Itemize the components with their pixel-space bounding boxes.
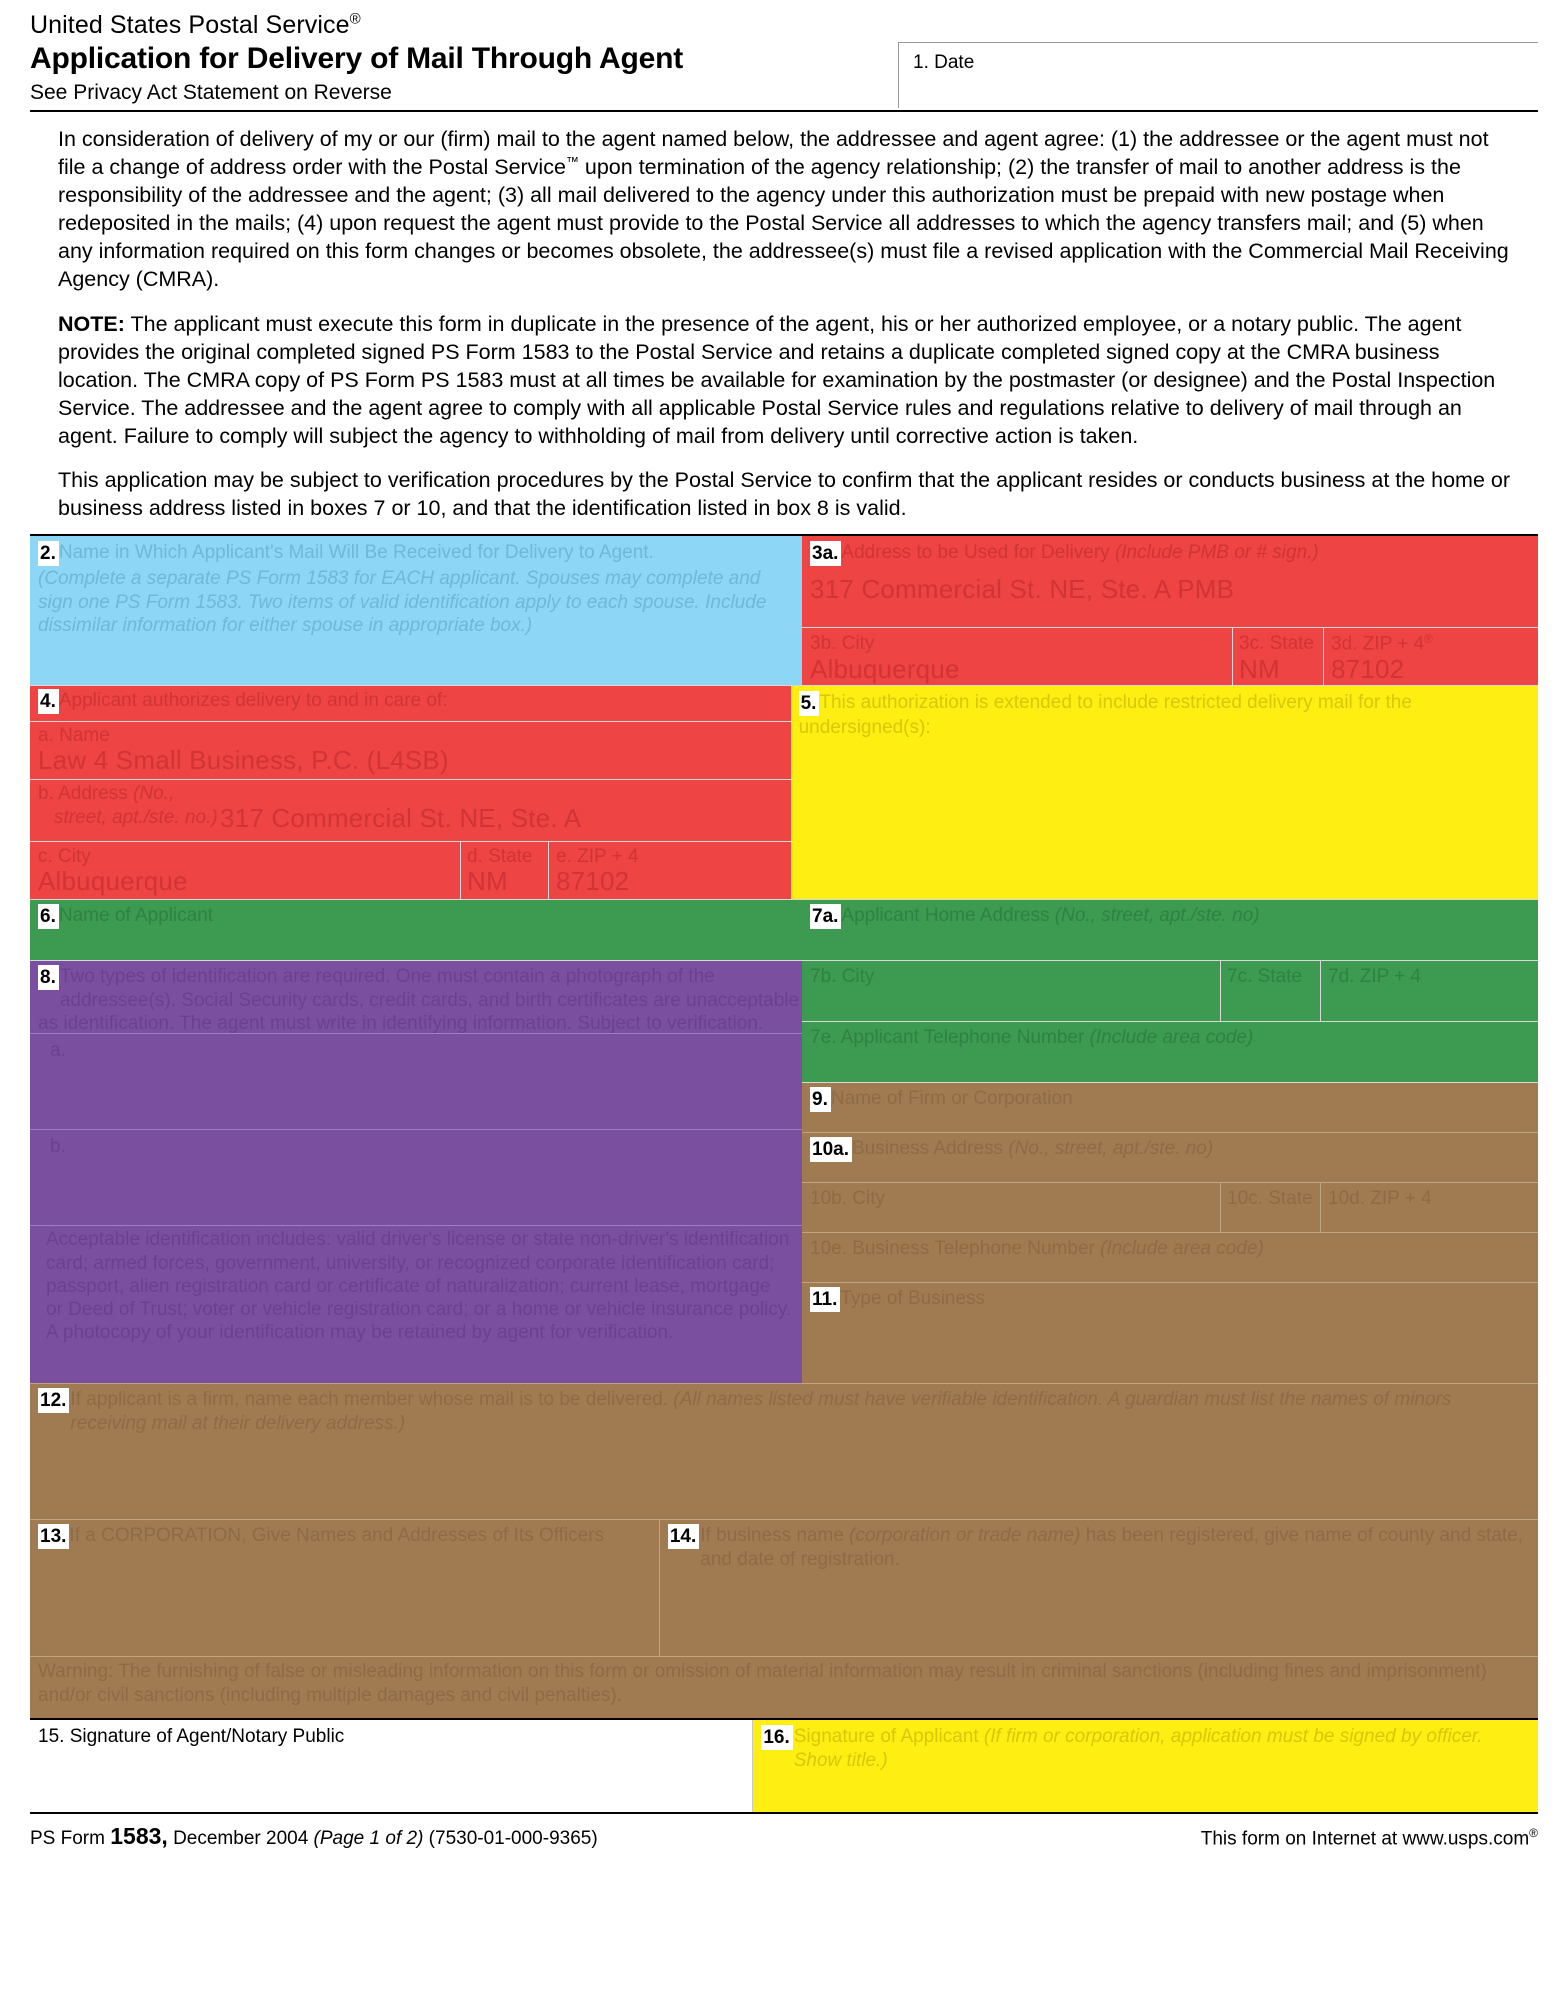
field-8-number: 8. [38,965,59,990]
field-10d-zip[interactable] [1320,1183,1538,1233]
grid-row-4-5 [30,686,1538,900]
grid-row-2-3 [30,536,1538,686]
note-text: The applicant must execute this form in duplicate in the presence of the agent, his or her authorized employee, or a notary public. The agent provides the original completed signed PS Form 1583 to the Postal Service and retains a duplicate completed signed copy at the CMRA business location. The CMRA copy of PS Form PS 1583 must at all times be available for examination by the postmaster (or designee) and the Postal Inspection Service. The addressee and the agent agree to comply with all applicable Postal Service rules and regulations relative to delivery of mail through an agent. Failure to comply will subject the agency to withholding of mail from delivery until corrective action is taken. [58,311,1496,448]
field-4c-label: c. City [38,846,91,868]
field-3d-zip[interactable] [1323,628,1538,686]
field-3b-city[interactable] [802,628,1232,686]
grid-row-7bcd [802,961,1538,1022]
field-4e-value[interactable]: 87102 [556,866,630,897]
field-7e-label: 7e. Applicant Telephone Number [810,1027,1090,1049]
field-7a-label: Applicant Home Address [841,905,1055,927]
field-10a-number: 10a. [810,1137,852,1162]
field-6-label: Name of Applicant [58,905,214,927]
field-1-date-label: 1. Date [913,52,975,73]
field-7b-city[interactable] [802,961,1220,1022]
field-14-label-after: has been registered, give name of county and state, and date of registration. [700,1525,1524,1570]
footer-left [30,1823,598,1850]
grid-row-4cde [30,842,791,900]
form-footer [30,1812,1538,1850]
field-11-number: 11. [810,1287,840,1312]
field-10c-label: 10c. State [1227,1188,1313,1210]
field-14-number: 14. [668,1524,699,1549]
field-4c-city[interactable] [30,842,460,900]
group-3-delivery-address [802,536,1538,686]
footer-form-number: 1583, [110,1823,168,1850]
agency-name [30,0,1538,41]
field-4b-label-italic: (No., [133,783,175,805]
field-4b-label: b. Address [38,783,134,805]
field-3c-state[interactable] [1232,628,1323,686]
grid-row-6-7a [30,900,1538,961]
field-3c-label: 3c. State [1239,633,1314,655]
field-2-label-italic: (Complete a separate PS Form 1583 for EACH applicant. Spouses may complete and sign one PS Form 1583. Two items of valid identification apply to each spouse. Include dissimilar information for either spouse in appropriate box.) [38,568,767,636]
field-4b-label-italic-2: street, apt./ste. no.) [54,807,218,829]
field-10b-city[interactable] [802,1183,1220,1233]
field-8-footnote-text: Acceptable identification includes: valid driver's license or state non-driver's identification card; armed forces, government, university, or recognized corporate identification card; passport, alien registration card or certificate of naturalization; current lease, mortgage or Deed of Trust; voter or vehicle registration card; or a home or vehicle insurance policy. A photocopy of your identification may be retained by agent for verification. [46,1229,792,1344]
field-16-number: 16. [761,1725,792,1750]
field-4a-name[interactable] [30,722,791,780]
field-8b-label: b. [50,1136,66,1158]
form-header [30,0,1538,112]
field-8a-id[interactable] [30,1034,802,1130]
field-7a-home-address[interactable] [802,900,1538,961]
footer-date: December 2004 [167,1828,314,1850]
field-13-number: 13. [38,1524,69,1549]
page-subtitle: See Privacy Act Statement on Reverse [30,80,392,104]
agency-name-text: United States Postal Service [30,11,350,39]
field-10e-label: 10e. Business Telephone Number [810,1238,1101,1260]
field-12-label-italic: (All names listed must have verifiable identification. A guardian must list the names of minors receiving mail at their delivery address.) [70,1389,1452,1434]
intro-p1-part1: In consideration of delivery of my or our (firm) mail to the agent named below, the addressee and agent agree: (1) the addressee or the agent must not file a change of address order with the Postal Service [58,127,1489,180]
field-2-applicant-mail-name[interactable] [30,536,802,686]
field-11-type-of-business[interactable] [802,1283,1538,1383]
footer-right [1201,1826,1538,1850]
intro-paragraph-3: This application may be subject to verification procedures by the Postal Service to confirm that the applicant resides or conducts business at the home or business address listed in boxes 7 or 10, and that the identification listed in box 8 is valid. [58,468,1511,521]
field-3c-value[interactable]: NM [1239,654,1280,685]
grid-row-15-16 [30,1720,1538,1812]
group-4-care-of [30,686,791,900]
field-9-number: 9. [810,1087,831,1112]
footer-registered-icon: ® [1529,1826,1538,1841]
field-7c-label: 7c. State [1227,966,1302,988]
field-1-date[interactable] [898,42,1538,108]
footer-page-number: (Page 1 of 2) [313,1828,424,1850]
warning-text [30,1657,1538,1720]
field-7b-label: 7b. City [810,966,875,988]
field-8-identification[interactable] [30,961,802,1383]
field-10e-label-italic: (Include area code) [1100,1238,1264,1260]
page-title: Application for Delivery of Mail Through Agent [30,42,684,76]
field-5-restricted-delivery[interactable] [791,686,1538,900]
field-3a-value[interactable]: 317 Commercial St. NE, Ste. A PMB [810,574,1235,605]
field-8-header [30,961,802,1034]
field-4b-value[interactable]: 317 Commercial St. NE, Ste. A [220,803,582,834]
field-10a-label: Business Address [851,1138,1009,1160]
field-7e-label-italic: (Include area code) [1089,1027,1254,1049]
field-3a-label: Address to be Used for Delivery [841,542,1115,564]
intro-p1-part2: upon termination of the agency relationship; (2) the transfer of mail to another address is the responsibility of the addressee and the agent; (3) all mail delivered to the agency under this authorization must be prepaid with new postage when redeposited in the mails; (4) upon request the agent must provide to the Postal Service all addresses to which the agency transfers mail; and (5) when any information required on this form changes or becomes obsolete, the addressee(s) must file a revised application with the Commercial Mail Receiving Agency (CMRA). [58,155,1509,291]
field-4d-state[interactable] [460,842,548,900]
field-14-label: If business name [700,1525,850,1547]
field-3b-label: 3b. City [810,633,875,655]
field-10d-label: 10d. ZIP + 4 [1328,1188,1432,1210]
field-11-label: Type of Business [840,1288,986,1310]
field-16-applicant-signature[interactable] [752,1720,1538,1812]
field-3d-label: 3d. ZIP + 4 [1331,633,1425,655]
field-15-agent-signature[interactable] [30,1720,752,1812]
intro-note-paragraph [58,311,1510,451]
note-label: NOTE: [58,311,125,336]
field-3d-registered-icon: ® [1424,632,1433,647]
field-7a-label-italic: (No., street, apt./ste. no) [1054,905,1260,927]
field-6-number: 6. [38,904,59,929]
registered-mark-icon: ® [349,10,361,28]
field-5-label: This authorization is extended to include restricted delivery mail for the undersigned(s): [798,692,1412,739]
field-8-footnote [30,1226,802,1361]
field-2-label: Name in Which Applicant's Mail Will Be Received for Delivery to Agent. [58,542,654,564]
trademark-mark-icon: ™ [565,153,579,169]
field-8a-label: a. [50,1040,66,1062]
field-4-label: Applicant authorizes delivery to and in care of: [58,690,448,712]
grid-row-13-14 [30,1520,1538,1657]
field-3a-number: 3a. [810,541,841,566]
field-16-label: Signature of Applicant [793,1726,984,1748]
group-right-stack [802,961,1538,1383]
field-4d-value[interactable]: NM [467,866,508,897]
field-14-registered-business-name[interactable] [659,1520,1538,1657]
grid-row-3bcd [802,628,1538,686]
footer-ps-form-label: PS Form [30,1828,111,1850]
field-7d-label: 7d. ZIP + 4 [1328,966,1422,988]
field-10c-state[interactable] [1220,1183,1320,1233]
field-2-number: 2. [38,541,59,566]
footer-internet-text: This form on Internet at www.usps.com [1200,1828,1530,1850]
field-13-corporation-officers[interactable] [30,1520,659,1657]
field-3b-value[interactable]: Albuquerque [810,654,960,685]
field-3d-value[interactable]: 87102 [1331,654,1405,685]
grid-row-10bcd [802,1183,1538,1233]
field-4a-label: a. Name [38,725,110,747]
field-7c-state[interactable] [1220,961,1320,1022]
field-14-label-italic: (corporation or trade name) [849,1525,1081,1547]
field-10b-label: 10b. City [810,1188,885,1210]
field-10e-business-telephone[interactable] [802,1233,1538,1283]
field-4e-zip[interactable] [548,842,791,900]
field-10a-business-address[interactable] [802,1133,1538,1183]
field-9-firm-name[interactable] [802,1083,1538,1133]
field-5-number: 5. [799,691,820,716]
field-7d-zip[interactable] [1320,961,1538,1022]
footer-stock-number: (7530-01-000-9365) [423,1828,598,1850]
warning-text-content: Warning: The furnishing of false or misleading information on this form or omission of material information may result in criminal sanctions (including fines and imprisonment) and/or civil sanctions (including multiple damages and civil penalties). [38,1661,1487,1706]
intro-paragraph-1 [58,126,1510,294]
field-4-number: 4. [38,689,59,714]
field-16-label-italic: (If firm or corporation, application must be signed by officer. Show title.) [793,1726,1483,1771]
field-8b-id[interactable] [30,1130,802,1226]
field-12-label: If applicant is a firm, name each member whose mail is to be delivered. [70,1389,674,1411]
field-4e-label: e. ZIP + 4 [556,846,639,868]
field-3a-delivery-address[interactable] [802,536,1538,628]
form-grid [30,534,1538,1812]
field-4b-address[interactable] [30,780,791,842]
field-6-applicant-name[interactable] [30,900,802,961]
field-4-header [30,686,791,722]
field-13-label: If a CORPORATION, Give Names and Addresses of Its Officers [69,1525,605,1547]
field-7e-telephone[interactable] [802,1022,1538,1083]
grid-row-8-right-stack [30,961,1538,1383]
field-4c-value[interactable]: Albuquerque [38,866,188,897]
field-15-label: 15. Signature of Agent/Notary Public [38,1726,345,1748]
field-12-firm-members[interactable] [30,1383,1538,1520]
field-7a-number: 7a. [810,904,841,929]
intro-text [30,112,1538,523]
field-4d-label: d. State [467,846,533,868]
field-8-label: Two types of identification are required. One must contain a photograph of the addressee(s). Social Security cards, credit cards, and birth certificates are unacceptable as identification. The agent must write in identifying information. Subject to verification. [38,966,800,1034]
field-4a-value[interactable]: Law 4 Small Business, P.C. (L4SB) [38,745,449,776]
field-3a-label-italic: (Include PMB or # sign.) [1114,542,1319,564]
field-10a-label-italic: (No., street, apt./ste. no) [1008,1138,1214,1160]
field-9-label: Name of Firm or Corporation [830,1088,1073,1110]
field-12-number: 12. [38,1388,69,1413]
